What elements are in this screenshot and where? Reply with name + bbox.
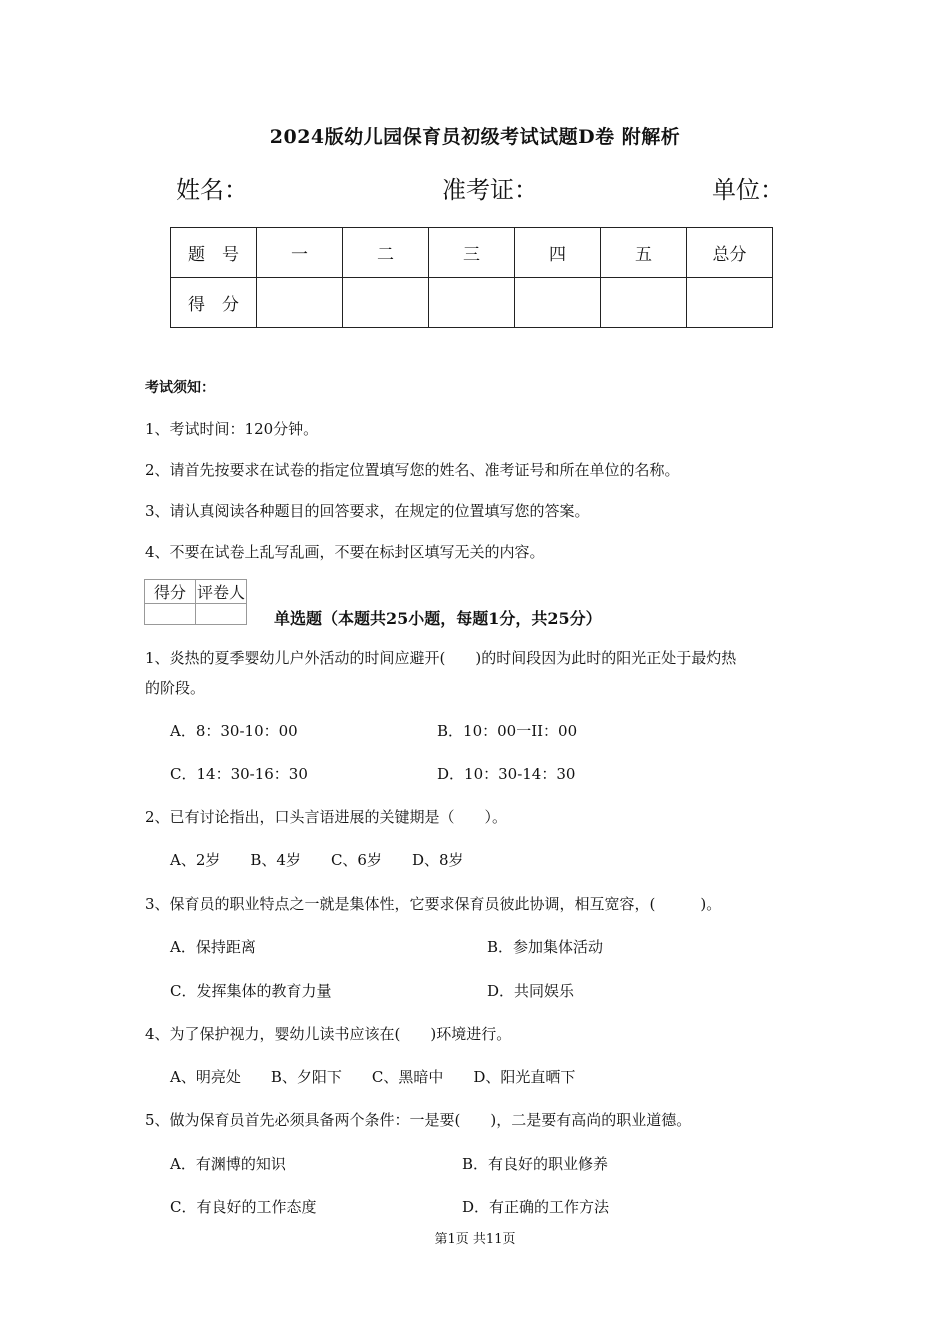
name-field-label: 姓名： [176,176,248,204]
score-input-cell[interactable] [687,278,773,328]
grader-score-label: 得分 [145,580,196,604]
question-5-option-d[interactable]: D．有正确的工作方法 [462,1198,610,1216]
question-1-option-d[interactable]: D．10：30-14：30 [437,765,576,783]
score-input-cell[interactable] [515,278,601,328]
score-input-cell[interactable] [257,278,343,328]
grader-reviewer-cell[interactable] [196,604,247,625]
notice-heading: 考试须知： [145,380,215,396]
question-4-options[interactable]: A、明亮处 B、夕阳下 C、黑暗中 D、阳光直晒下 [170,1068,576,1086]
score-table-score-row [171,278,773,328]
score-input-cell[interactable] [601,278,687,328]
question-3-option-c[interactable]: C．发挥集体的教育力量 [170,982,332,1000]
score-cell: 一 [257,228,343,278]
question-1-stem: 1、炎热的夏季婴幼儿户外活动的时间应避开( )的时间段因为此时的阳光正处于最灼热 [145,649,737,667]
question-5-option-a[interactable]: A．有渊博的知识 [170,1155,286,1173]
score-table-header-row [171,228,773,278]
question-1-option-c[interactable]: C．14：30-16：30 [170,765,308,783]
score-table [170,227,773,328]
question-5-stem: 5、做为保育员首先必须具备两个条件：一是要( )，二是要有高尚的职业道德。 [145,1111,692,1129]
question-2-stem: 2、已有讨论指出，口头言语进展的关键期是（ ）。 [145,808,508,826]
question-1-stem-cont: 的阶段。 [145,679,206,697]
grader-reviewer-label: 评卷人 [196,580,247,604]
notice-item: 2、请首先按要求在试卷的指定位置填写您的姓名、准考证号和所在单位的名称。 [145,461,680,479]
question-3-option-a[interactable]: A．保持距离 [170,938,256,956]
grader-score-cell[interactable] [145,604,196,625]
score-cell: 二 [343,228,429,278]
question-3-option-d[interactable]: D．共同娱乐 [487,982,575,1000]
question-2-options[interactable]: A、2岁 B、4岁 C、6岁 D、8岁 [170,851,464,869]
score-input-cell[interactable] [343,278,429,328]
score-cell: 三 [429,228,515,278]
unit-field-label: 单位： [712,176,784,204]
score-cell: 得 分 [171,278,257,328]
question-5-option-c[interactable]: C．有良好的工作态度 [170,1198,317,1216]
section-title: 单选题（本题共25小题，每题1分，共25分） [274,609,602,628]
question-3-option-b[interactable]: B．参加集体活动 [487,938,604,956]
score-cell: 总分 [687,228,773,278]
score-cell: 五 [601,228,687,278]
question-1-option-b[interactable]: B．10：00一II：00 [437,722,578,740]
score-input-cell[interactable] [429,278,515,328]
notice-item: 4、不要在试卷上乱写乱画，不要在标封区填写无关的内容。 [145,543,545,561]
question-4-stem: 4、为了保护视力，婴幼儿读书应该在( )环境进行。 [145,1025,512,1043]
score-cell: 题 号 [171,228,257,278]
page-footer: 第1页 共11页 [434,1232,516,1247]
question-5-option-b[interactable]: B．有良好的职业修养 [462,1155,609,1173]
grader-box [144,579,247,625]
exam-title: 2024版幼儿园保育员初级考试试题D卷 附解析 [269,126,681,148]
score-cell: 四 [515,228,601,278]
notice-item: 3、请认真阅读各种题目的回答要求，在规定的位置填写您的答案。 [145,502,590,520]
notice-item: 1、考试时间：120分钟。 [145,420,319,438]
question-3-stem: 3、保育员的职业特点之一就是集体性，它要求保育员彼此协调，相互宽容，( )。 [145,895,722,913]
ticket-field-label: 准考证： [442,176,538,204]
question-1-option-a[interactable]: A．8：30-10：00 [170,722,298,740]
